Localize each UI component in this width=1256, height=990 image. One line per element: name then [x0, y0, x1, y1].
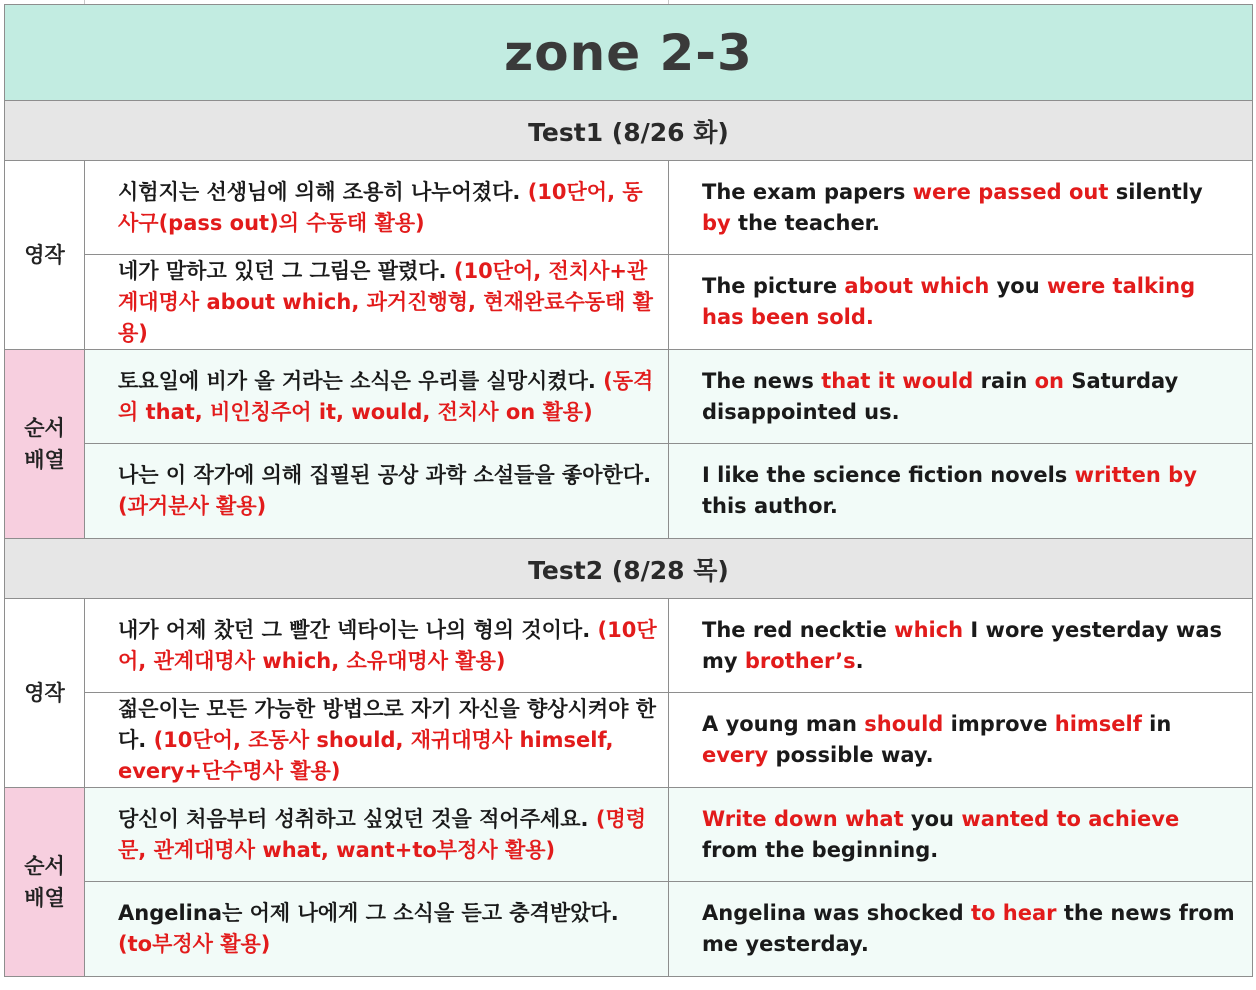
highlighted-text: written by	[1074, 463, 1197, 487]
highlighted-text: (동격의 that, 비인칭주어 it, would, 전치사 on 활용)	[118, 368, 654, 424]
text-segment: from the beginning.	[702, 837, 939, 862]
text-segment: Angelina was shocked	[702, 901, 972, 925]
english-answer	[669, 693, 1253, 788]
text-segment: 네가 말하고 있던 그 그림은 팔렸다.	[118, 258, 454, 283]
highlighted-text: every	[702, 743, 769, 767]
highlighted-text: himself	[1054, 712, 1142, 736]
highlighted-text: Write down what	[702, 806, 904, 831]
highlighted-text: on	[1034, 368, 1065, 393]
korean-prompt	[85, 693, 669, 788]
korean-prompt	[85, 350, 669, 444]
english-answer	[669, 161, 1253, 255]
text-segment: the teacher.	[730, 210, 881, 235]
text-segment: possible way.	[768, 743, 934, 767]
highlighted-text: that it would	[821, 368, 974, 393]
category-label-line: 순서	[24, 416, 65, 440]
test-header: Test2 (8/28 목)	[5, 539, 1253, 599]
category-label	[5, 350, 85, 539]
text-segment: 시험지는 선생님에 의해 조용히 나누어졌다.	[118, 179, 528, 204]
category-label	[5, 599, 85, 788]
text-segment: The news	[702, 368, 822, 393]
text-segment: silently	[1108, 179, 1203, 204]
text-segment: rain	[973, 368, 1035, 393]
text-segment: 내가 어제 찼던 그 빨간 넥타이는 나의 형의 것이다.	[118, 617, 598, 642]
english-answer	[669, 444, 1253, 539]
english-answer	[669, 599, 1253, 693]
highlighted-text: were passed out	[912, 179, 1109, 204]
highlighted-text: (10단어, 전치사+관계대명사 about which, 과거진행형, 현재완료수동태 활용)	[118, 258, 653, 345]
text-segment: the news from me yesterday.	[702, 901, 1235, 956]
text-segment: The picture	[702, 274, 845, 298]
category-label-line: 순서	[24, 854, 65, 878]
text-segment: in	[1141, 712, 1172, 736]
sentence-row	[5, 882, 1253, 977]
english-answer	[669, 255, 1253, 350]
text-segment: The exam papers	[702, 179, 913, 204]
highlighted-text: were talking has been sold.	[702, 274, 1196, 329]
sentence-row	[5, 161, 1253, 255]
text-segment: I like the science fiction novels	[702, 463, 1075, 487]
sentence-row	[5, 788, 1253, 882]
korean-prompt	[85, 599, 669, 693]
english-answer	[669, 788, 1253, 882]
text-segment: Saturday disappointed us.	[702, 368, 1179, 424]
zone-title: zone 2-3	[5, 5, 1253, 101]
text-segment: this author.	[702, 494, 838, 518]
text-segment: you	[989, 274, 1047, 298]
text-segment: I wore yesterday was my	[702, 617, 1222, 673]
text-segment: improve	[943, 712, 1055, 736]
highlighted-text: (to부정사 활용)	[118, 932, 271, 956]
korean-prompt	[85, 161, 669, 255]
korean-prompt	[85, 788, 669, 882]
sentence-row	[5, 255, 1253, 350]
highlighted-text: which	[894, 617, 964, 642]
english-answer	[669, 350, 1253, 444]
highlighted-text: (10단어, 동사구(pass out)의 수동태 활용)	[118, 179, 643, 235]
text-segment: .	[855, 648, 864, 673]
sentence-row	[5, 693, 1253, 788]
highlighted-text: (10단어, 관계대명사 which, 소유대명사 활용)	[118, 617, 657, 673]
text-segment: you	[903, 806, 962, 831]
category-label-line: 영작	[24, 243, 65, 267]
text-segment: 토요일에 비가 올 거라는 소식은 우리를 실망시켰다.	[118, 368, 604, 393]
highlighted-text: (과거분사 활용)	[118, 494, 267, 518]
korean-prompt	[85, 444, 669, 539]
highlighted-text: (명령문, 관계대명사 what, want+to부정사 활용)	[118, 806, 647, 862]
text-segment: 젊은이는 모든 가능한 방법으로 자기 자신을 향상시켜야 한다.	[118, 696, 657, 752]
category-label-line: 영작	[24, 681, 65, 705]
highlighted-text: by	[702, 210, 731, 235]
text-segment: 당신이 처음부터 성취하고 싶었던 것을 적어주세요.	[118, 806, 596, 831]
highlighted-text: to hear	[971, 901, 1057, 925]
text-segment: A young man	[702, 712, 865, 736]
category-label	[5, 161, 85, 350]
category-label-line: 배열	[24, 886, 65, 910]
sentence-row	[5, 444, 1253, 539]
test-header: Test1 (8/26 화)	[5, 101, 1253, 161]
highlighted-text: (10단어, 조동사 should, 재귀대명사 himself, every+단수명사 활용)	[118, 727, 614, 783]
korean-prompt	[85, 882, 669, 977]
highlighted-text: wanted to achieve	[961, 806, 1180, 831]
worksheet-table	[4, 4, 1253, 977]
english-answer	[669, 882, 1253, 977]
text-segment: The red necktie	[702, 617, 895, 642]
highlighted-text: brother’s	[744, 648, 856, 673]
worksheet-body	[5, 5, 1253, 977]
sentence-row	[5, 350, 1253, 444]
highlighted-text: about which	[844, 274, 990, 298]
category-label	[5, 788, 85, 977]
sentence-row	[5, 599, 1253, 693]
text-segment: 나는 이 작가에 의해 집필된 공상 과학 소설들을 좋아한다.	[118, 463, 652, 487]
korean-prompt	[85, 255, 669, 350]
category-label-line: 배열	[24, 448, 65, 472]
text-segment: Angelina는 어제 나에게 그 소식을 듣고 충격받았다.	[118, 901, 619, 925]
highlighted-text: should	[864, 712, 944, 736]
